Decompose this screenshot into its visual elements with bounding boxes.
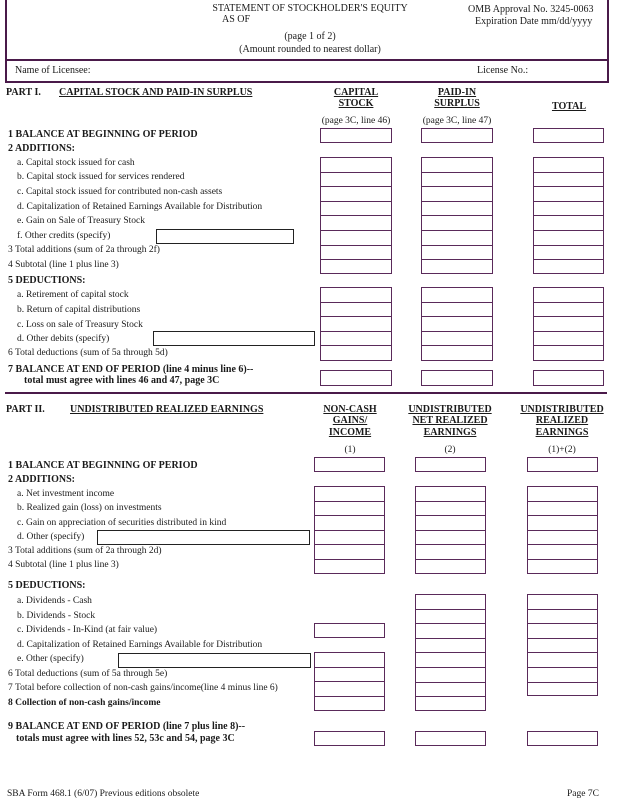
p2-line9-label: 9 BALANCE AT END OF PERIOD (line 7 plus line 8)-- [8, 721, 246, 732]
col-undist-realized-line2: REALIZED [535, 415, 589, 426]
p2-un-2c[interactable] [416, 516, 485, 531]
p1-line2b-label: b. Capital stock issued for services rendered [17, 172, 185, 182]
p1-pis-2f[interactable] [422, 231, 492, 246]
p2-ur-5a[interactable] [528, 595, 597, 610]
p1-tot-6[interactable] [534, 346, 603, 360]
p1-pis-3[interactable] [422, 246, 492, 261]
col-non-cash-line1: NON-CASH [323, 404, 377, 415]
p2-un-5a[interactable] [416, 595, 485, 610]
p1-pis-2b[interactable] [422, 173, 492, 188]
p2-line2c-label: c. Gain on appreciation of securities distributed in kind [17, 518, 227, 528]
p2-ur-2a[interactable] [528, 487, 597, 502]
p2-ur-5b[interactable] [528, 610, 597, 625]
p1-pis-2d[interactable] [422, 202, 492, 217]
p1-tot-2a[interactable] [534, 158, 603, 173]
form-number: SBA Form 468.1 (6/07) Previous editions obsolete [7, 789, 200, 799]
p2-line6-label: 6 Total deductions (sum of 5a through 5e) [8, 669, 168, 679]
expiration-date: Expiration Date mm/dd/yyyy [475, 16, 593, 27]
p2-non-cash-line1-input[interactable] [314, 457, 385, 472]
p1-line2-label: 2 ADDITIONS: [8, 143, 75, 154]
p2-ur-4[interactable] [528, 560, 597, 574]
p1-cs-5a[interactable] [321, 288, 391, 303]
p2-ur-2b[interactable] [528, 502, 597, 517]
p2-nc-5c-input[interactable] [314, 623, 385, 638]
p2-un-6[interactable] [416, 668, 485, 683]
p1-line2a-label: a. Capital stock issued for cash [17, 158, 135, 168]
p2-deductions-other-specify-input[interactable] [118, 653, 311, 668]
p1-paid-in-surplus-deductions-cells[interactable] [421, 287, 493, 361]
p2-ur-5c[interactable] [528, 624, 597, 639]
p2-un-3[interactable] [416, 545, 485, 560]
p2-undist-realized-line1-input[interactable] [527, 457, 598, 472]
p2-line5-label: 5 DEDUCTIONS: [8, 580, 86, 591]
p1-pis-6[interactable] [422, 346, 492, 360]
p1-pis-5b[interactable] [422, 303, 492, 318]
p2-line2-label: 2 ADDITIONS: [8, 474, 75, 485]
p2-non-cash-line9-input[interactable] [314, 731, 385, 746]
p1-tot-2f[interactable] [534, 231, 603, 246]
p1-cs-2b[interactable] [321, 173, 391, 188]
col-total: TOTAL [551, 101, 587, 112]
p1-pis-2a[interactable] [422, 158, 492, 173]
p2-un-2b[interactable] [416, 502, 485, 517]
p2-nc-2a[interactable] [315, 487, 384, 502]
col-non-cash-line3: INCOME [328, 427, 372, 438]
section-divider [5, 392, 607, 394]
p2-nc-8[interactable] [315, 697, 384, 711]
p2-line5b-label: b. Dividends - Stock [17, 611, 96, 621]
p1-tot-2d[interactable] [534, 202, 603, 217]
p2-un-5c[interactable] [416, 624, 485, 639]
p1-line5b-label: b. Return of capital distributions [17, 305, 141, 315]
p2-nc-4[interactable] [315, 560, 384, 574]
rounding-note: (Amount rounded to nearest dollar) [239, 44, 381, 55]
p2-line4-label: 4 Subtotal (line 1 plus line 3) [8, 560, 119, 570]
form-title: STATEMENT OF STOCKHOLDER'S EQUITY [212, 3, 408, 14]
p1-pis-2c[interactable] [422, 187, 492, 202]
p2-ur-7[interactable] [528, 683, 597, 697]
license-number-label: License No.: [477, 65, 529, 76]
p1-cs-4[interactable] [321, 260, 391, 274]
p1-cs-2c[interactable] [321, 187, 391, 202]
p2-un-4[interactable] [416, 560, 485, 574]
p2-line5c-label: c. Dividends - In-Kind (at fair value) [17, 625, 158, 635]
p2-line3-label: 3 Total additions (sum of 2a through 2d) [8, 546, 162, 556]
p2-undist-net-additions-cells[interactable] [415, 486, 486, 574]
p2-undist-realized-line9-input[interactable] [527, 731, 598, 746]
p1-tot-5b[interactable] [534, 303, 603, 318]
p1-line5d-label: d. Other debits (specify) [17, 334, 110, 344]
p2-line2a-label: a. Net investment income [17, 489, 115, 499]
p1-capital-stock-deductions-cells[interactable] [320, 287, 392, 361]
p2-nc-2d[interactable] [315, 531, 384, 546]
p1-line5a-label: a. Retirement of capital stock [17, 290, 129, 300]
col-undist-realized-ref: (1)+(2) [548, 445, 576, 455]
p1-pis-5d[interactable] [422, 332, 492, 347]
p1-cs-2a[interactable] [321, 158, 391, 173]
p1-line2d-label: d. Capitalization of Retained Earnings Available for Distribution [17, 202, 263, 212]
p1-line4-label: 4 Subtotal (line 1 plus line 3) [8, 260, 119, 270]
page-indicator: (page 1 of 2) [284, 31, 336, 42]
p2-ur-3[interactable] [528, 545, 597, 560]
p1-tot-4[interactable] [534, 260, 603, 274]
p1-total-line1-input[interactable] [533, 128, 604, 143]
p1-cs-2f[interactable] [321, 231, 391, 246]
col-paid-in-surplus-line1: PAID-IN [437, 87, 477, 98]
p1-paid-in-surplus-line7-input[interactable] [421, 370, 493, 386]
p2-nc-3[interactable] [315, 545, 384, 560]
part2-title: UNDISTRIBUTED REALIZED EARNINGS [70, 404, 264, 415]
p1-line7-note: total must agree with lines 46 and 47, page 3C [24, 375, 220, 386]
col-undist-net-ref: (2) [444, 445, 456, 455]
p1-capital-stock-additions-cells[interactable] [320, 157, 392, 274]
p2-nc-7[interactable] [315, 682, 384, 697]
p1-line5c-label: c. Loss on sale of Treasury Stock [17, 320, 143, 330]
p2-undist-realized-additions-cells[interactable] [527, 486, 598, 574]
p1-cs-5d[interactable] [321, 332, 391, 347]
p1-line3-label: 3 Total additions (sum of 2a through 2f) [8, 245, 160, 255]
p1-tot-5c[interactable] [534, 317, 603, 332]
p1-other-debits-specify-input[interactable] [153, 331, 315, 346]
p2-line2b-label: b. Realized gain (loss) on investments [17, 503, 162, 513]
p1-total-additions-cells[interactable] [533, 157, 604, 274]
p1-cs-2e[interactable] [321, 216, 391, 231]
col-undist-net-line1: UNDISTRIBUTED [408, 404, 492, 415]
col-non-cash-line2: GAINS/ [332, 415, 368, 426]
p2-line5d-label: d. Capitalization of Retained Earnings Available for Distribution [17, 640, 263, 650]
p2-undist-net-line1-input[interactable] [415, 457, 486, 472]
p1-tot-2e[interactable] [534, 216, 603, 231]
p1-line6-label: 6 Total deductions (sum of 5a through 5d) [8, 348, 168, 358]
page-number: Page 7C [567, 789, 599, 799]
as-of-label: AS OF [222, 14, 251, 25]
col-paid-in-surplus-ref: (page 3C, line 47) [422, 116, 492, 126]
col-capital-stock-line2: STOCK [338, 98, 374, 109]
omb-approval: OMB Approval No. 3245-0063 [468, 4, 594, 15]
p2-nc-2c[interactable] [315, 516, 384, 531]
p1-cs-6[interactable] [321, 346, 391, 360]
col-non-cash-ref: (1) [344, 445, 356, 455]
p1-tot-5d[interactable] [534, 332, 603, 347]
p1-capital-stock-line7-input[interactable] [320, 370, 392, 386]
p1-paid-in-surplus-line1-input[interactable] [421, 128, 493, 143]
p2-un-8[interactable] [416, 697, 485, 711]
licensee-name-label: Name of Licensee: [15, 65, 91, 76]
p2-nc-6[interactable] [315, 668, 384, 683]
p1-tot-5a[interactable] [534, 288, 603, 303]
p2-un-5e[interactable] [416, 653, 485, 668]
p1-pis-5a[interactable] [422, 288, 492, 303]
col-undist-net-line2: NET REALIZED [412, 415, 488, 426]
p1-line7-label: 7 BALANCE AT END OF PERIOD (line 4 minus line 6)-- [8, 364, 254, 375]
p2-nc-2b[interactable] [315, 502, 384, 517]
p2-line5a-label: a. Dividends - Cash [17, 596, 92, 606]
p1-cs-2d[interactable] [321, 202, 391, 217]
p2-un-2d[interactable] [416, 531, 485, 546]
p2-ur-2c[interactable] [528, 516, 597, 531]
p2-line5e-label: e. Other (specify) [17, 654, 84, 664]
p2-ur-5e[interactable] [528, 653, 597, 668]
p1-line2e-label: e. Gain on Sale of Treasury Stock [17, 216, 145, 226]
p1-paid-in-surplus-additions-cells[interactable] [421, 157, 493, 274]
p1-tot-2b[interactable] [534, 173, 603, 188]
p2-ur-2d[interactable] [528, 531, 597, 546]
p2-undist-realized-deductions-cells[interactable] [527, 594, 598, 696]
p2-line2d-label: d. Other (specify) [17, 532, 85, 542]
col-capital-stock-line1: CAPITAL [333, 87, 379, 98]
col-capital-stock-ref: (page 3C, line 46) [321, 116, 391, 126]
p2-undist-net-deductions-cells[interactable] [415, 594, 486, 711]
part1-title: CAPITAL STOCK AND PAID-IN SURPLUS [59, 87, 253, 98]
p2-un-2a[interactable] [416, 487, 485, 502]
p1-cs-3[interactable] [321, 246, 391, 261]
p2-line8-label: 8 Collection of non-cash gains/income [8, 698, 161, 708]
p1-pis-4[interactable] [422, 260, 492, 274]
p2-line7-label: 7 Total before collection of non-cash gains/income(line 4 minus line 6) [8, 683, 278, 693]
p1-pis-5c[interactable] [422, 317, 492, 332]
p1-tot-2c[interactable] [534, 187, 603, 202]
col-paid-in-surplus-line2: SURPLUS [434, 98, 480, 109]
p1-capital-stock-line1-input[interactable] [320, 128, 392, 143]
p1-line2f-label: f. Other credits (specify) [17, 231, 111, 241]
p1-cs-5b[interactable] [321, 303, 391, 318]
p1-total-deductions-cells[interactable] [533, 287, 604, 361]
p2-ur-6[interactable] [528, 668, 597, 683]
p2-non-cash-deductions-cells[interactable] [314, 652, 385, 711]
p2-non-cash-additions-cells[interactable] [314, 486, 385, 574]
p1-total-line7-input[interactable] [533, 370, 604, 386]
p2-line9-note: totals must agree with lines 52, 53c and 54, page 3C [16, 733, 235, 744]
p1-pis-2e[interactable] [422, 216, 492, 231]
p1-line1-label: 1 BALANCE AT BEGINNING OF PERIOD [8, 129, 198, 140]
p1-line2c-label: c. Capital stock issued for contributed non-cash assets [17, 187, 223, 197]
p2-un-5d[interactable] [416, 639, 485, 654]
p2-un-5b[interactable] [416, 610, 485, 625]
col-undist-realized-line3: EARNINGS [535, 427, 589, 438]
p2-additions-other-specify-input[interactable] [97, 530, 310, 545]
p1-cs-5c[interactable] [321, 317, 391, 332]
col-undist-realized-line1: UNDISTRIBUTED [520, 404, 604, 415]
part2-label: PART II. [6, 404, 45, 415]
p2-nc-5e[interactable] [315, 653, 384, 668]
part1-label: PART I. [6, 87, 41, 98]
p1-line5-label: 5 DEDUCTIONS: [8, 275, 86, 286]
p2-ur-5d[interactable] [528, 639, 597, 654]
p2-line1-label: 1 BALANCE AT BEGINNING OF PERIOD [8, 460, 198, 471]
col-undist-net-line3: EARNINGS [423, 427, 477, 438]
p1-other-credits-specify-input[interactable] [156, 229, 294, 244]
p2-un-7[interactable] [416, 683, 485, 698]
p1-tot-3[interactable] [534, 246, 603, 261]
p2-undist-net-line9-input[interactable] [415, 731, 486, 746]
